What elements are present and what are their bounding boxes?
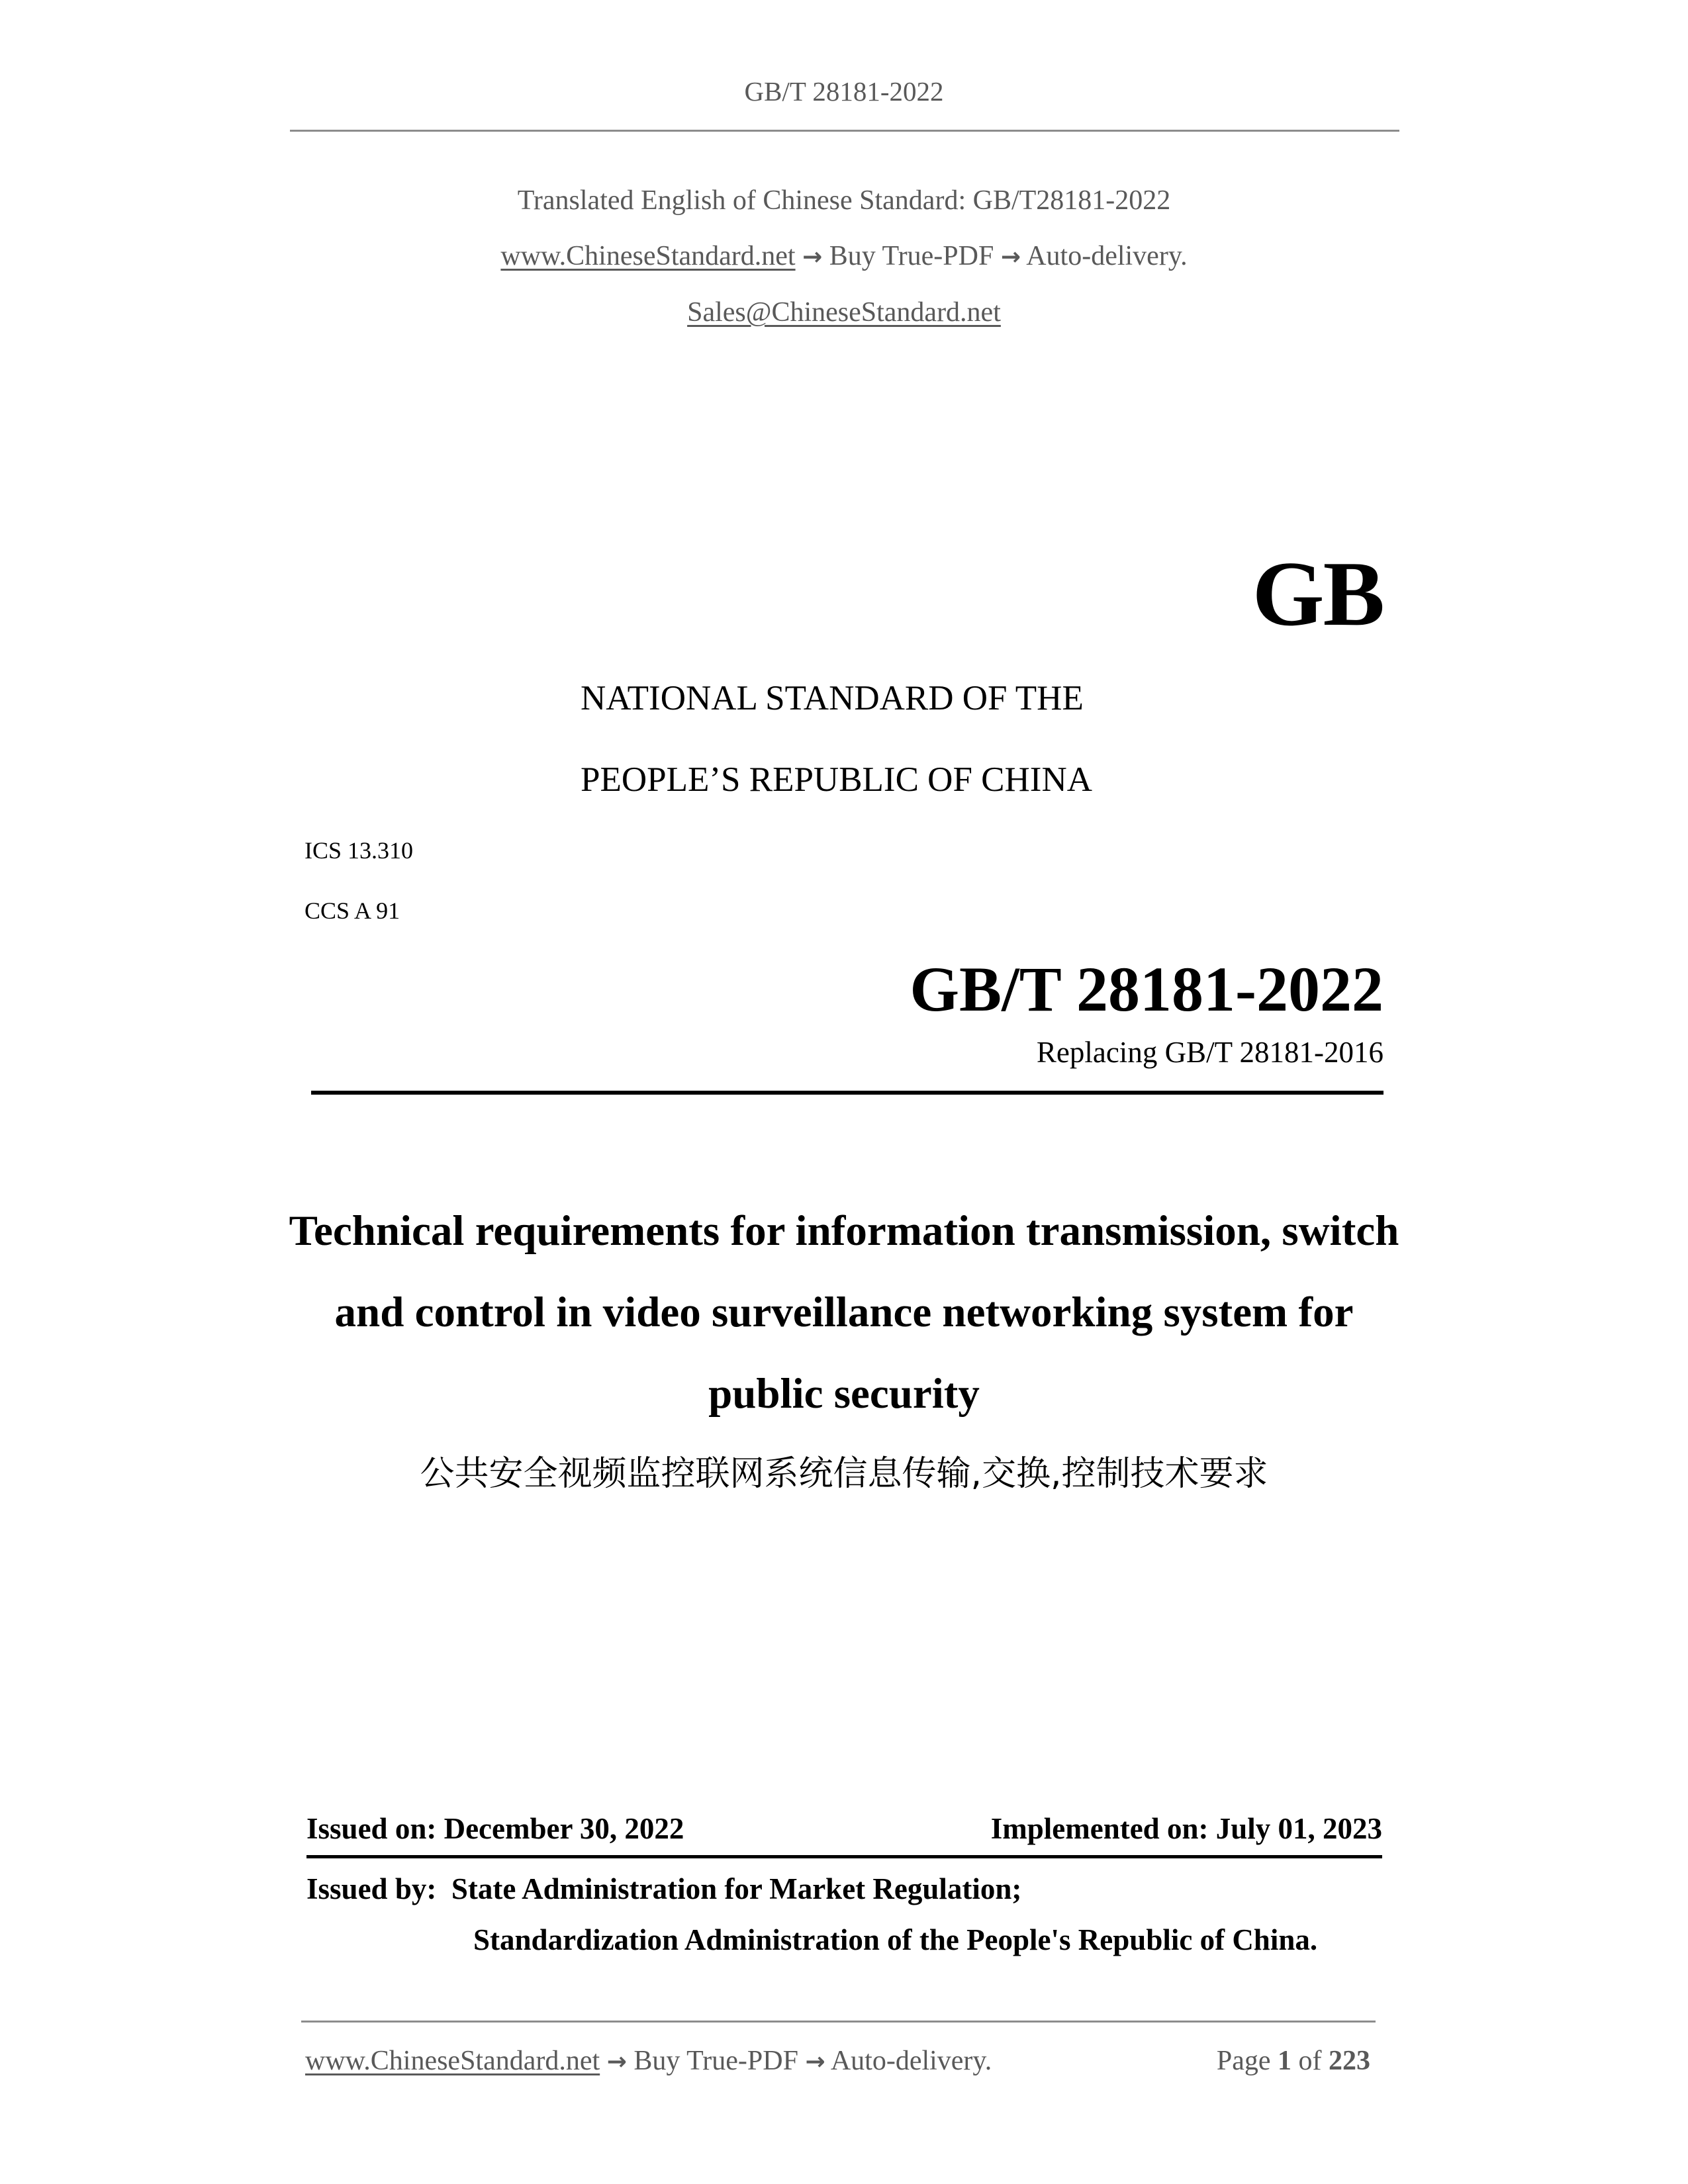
promo-line-3 <box>0 295 1688 330</box>
document-title-line-1 <box>0 1206 1688 1256</box>
promo-website-link[interactable]: www.ChineseStandard.net <box>500 241 796 271</box>
national-standard-line-1 <box>581 678 1084 719</box>
national-standard-text-1: NATIONAL STANDARD OF THE <box>581 679 1084 717</box>
ccs-code <box>305 896 400 925</box>
document-title-text-1: Technical requirements for information transmission, switch <box>289 1207 1399 1255</box>
implemented-on <box>991 1811 1382 1846</box>
promo-email-link[interactable]: Sales@ChineseStandard.net <box>687 297 1001 328</box>
gb-logo <box>1252 541 1383 647</box>
document-title-text-2: and control in video surveillance networking system for <box>334 1289 1354 1336</box>
document-title-chinese-text: 公共安全视频监控联网系统信息传输,交换,控制技术要求 <box>420 1454 1268 1494</box>
promo-line-1 <box>0 183 1688 218</box>
promo-delivery-text: Auto-delivery. <box>1026 241 1188 271</box>
issued-by-label: Issued by: <box>306 1872 437 1905</box>
running-header-text: GB/T 28181-2022 <box>744 76 944 107</box>
issued-by-line-2 <box>473 1923 1317 1957</box>
national-standard-text-2: PEOPLE’S REPUBLIC OF CHINA <box>581 760 1093 799</box>
promo-translated-text: Translated English of Chinese Standard: GB/T28181-2022 <box>517 185 1171 216</box>
gb-logo-text: GB <box>1252 543 1383 645</box>
issued-by-line-1 <box>306 1872 1021 1906</box>
footer-delivery-text: Auto-delivery. <box>830 2046 992 2076</box>
issued-on <box>306 1811 684 1846</box>
running-header <box>0 75 1688 108</box>
arrow-right-icon: → <box>606 2048 627 2075</box>
standard-number-text: GB/T 28181-2022 <box>910 954 1383 1024</box>
national-standard-line-2 <box>581 759 1092 800</box>
page-label: Page <box>1216 2046 1271 2076</box>
page-current: 1 <box>1278 2046 1291 2076</box>
arrow-right-icon: → <box>805 2048 825 2075</box>
issue-divider <box>306 1855 1382 1858</box>
footer-website-link[interactable]: www.ChineseStandard.net <box>305 2046 600 2076</box>
page-of-label: of <box>1298 2046 1322 2076</box>
replacing-note-text: Replacing GB/T 28181-2016 <box>1036 1036 1383 1069</box>
ccs-code-text: CCS A 91 <box>305 897 400 924</box>
promo-line-2 <box>0 239 1688 275</box>
issued-by-authority-1: State Administration for Market Regulation; <box>451 1872 1022 1905</box>
footer-divider <box>301 2021 1376 2023</box>
header-divider <box>290 130 1399 132</box>
ics-code-text: ICS 13.310 <box>305 837 414 864</box>
promo-buy-text: Buy True-PDF <box>829 241 994 271</box>
footer-promo <box>305 2044 992 2079</box>
page-total: 223 <box>1329 2046 1370 2076</box>
title-divider <box>311 1091 1383 1095</box>
issued-on-text: Issued on: December 30, 2022 <box>306 1812 684 1845</box>
issued-by-authority-2: Standardization Administration of the People's Republic of China. <box>473 1923 1318 1956</box>
document-title-text-3: public security <box>708 1370 980 1418</box>
footer-buy-text: Buy True-PDF <box>633 2046 798 2076</box>
document-title-line-2 <box>0 1287 1688 1338</box>
arrow-right-icon: → <box>1000 244 1021 271</box>
arrow-right-icon: → <box>802 244 823 271</box>
document-title-line-3 <box>0 1369 1688 1419</box>
ics-code <box>305 836 413 865</box>
standard-number <box>910 953 1383 1026</box>
page-indicator <box>1217 2044 1370 2077</box>
implemented-on-text: Implemented on: July 01, 2023 <box>990 1812 1382 1845</box>
document-title-chinese <box>0 1453 1688 1494</box>
replacing-note <box>1037 1034 1383 1070</box>
